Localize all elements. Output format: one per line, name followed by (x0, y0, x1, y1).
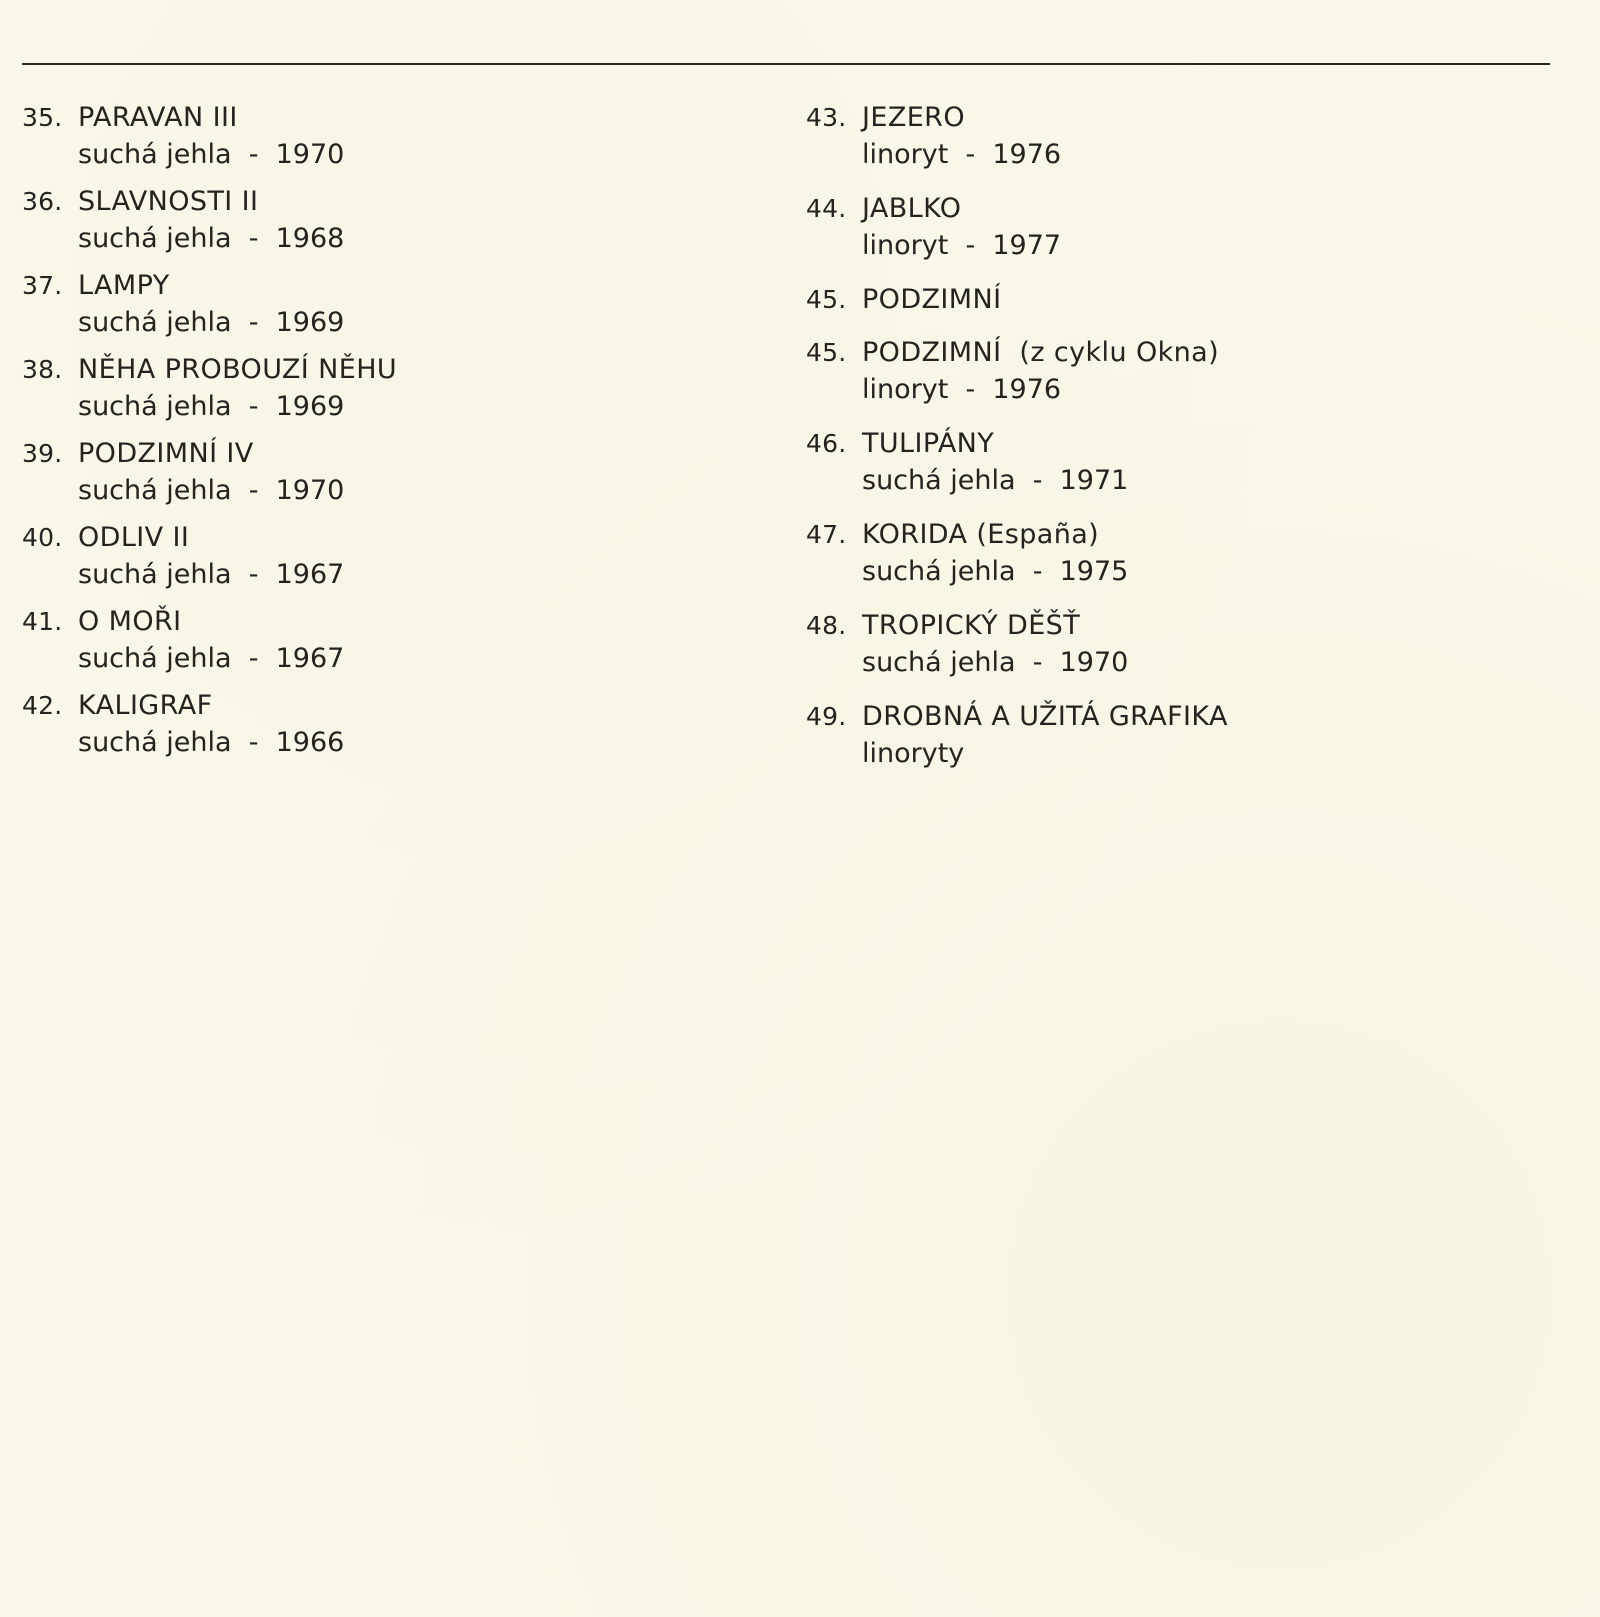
item-detail: linoryt - 1977 (862, 230, 1062, 261)
item-detail: suchá jehla - 1970 (862, 647, 1129, 678)
item-number: 44. (806, 194, 847, 223)
item-title: KALIGRAF (78, 690, 213, 721)
item-detail: suchá jehla - 1969 (78, 307, 345, 338)
list-item (22, 688, 397, 762)
item-title: SLAVNOSTI II (78, 186, 259, 217)
list-item (806, 282, 1228, 318)
list-item (22, 520, 397, 594)
item-number: 41. (22, 607, 63, 636)
item-detail: suchá jehla - 1967 (78, 643, 345, 674)
item-detail: suchá jehla - 1970 (78, 139, 345, 170)
list-item (22, 352, 397, 426)
item-number: 48. (806, 611, 847, 640)
item-title: PODZIMNÍ IV (78, 438, 254, 469)
item-number: 46. (806, 429, 847, 458)
item-number: 35. (22, 103, 63, 132)
item-title: DROBNÁ A UŽITÁ GRAFIKA (862, 701, 1228, 732)
item-title: ODLIV II (78, 522, 190, 553)
list-item (806, 608, 1228, 682)
item-detail: suchá jehla - 1970 (78, 475, 345, 506)
item-number: 38. (22, 355, 63, 384)
item-title: PODZIMNÍ (z cyklu Okna) (862, 337, 1220, 368)
top-rule (22, 63, 1550, 65)
item-detail: suchá jehla - 1971 (862, 465, 1129, 496)
item-title: O MOŘI (78, 606, 182, 637)
item-number: 40. (22, 523, 63, 552)
list-item (22, 268, 397, 342)
list-item (22, 100, 397, 174)
item-number: 39. (22, 439, 63, 468)
list-item (22, 184, 397, 258)
item-title: KORIDA (España) (862, 519, 1100, 550)
item-number: 49. (806, 702, 847, 731)
list-item (806, 335, 1228, 409)
list-item (22, 604, 397, 678)
item-title: NĚHA PROBOUZÍ NĚHU (78, 354, 398, 385)
item-number: 45. (806, 285, 847, 314)
list-item (806, 191, 1228, 265)
item-number: 45. (806, 338, 847, 367)
list-item (806, 699, 1228, 773)
list-item (806, 426, 1228, 500)
item-number: 37. (22, 271, 63, 300)
item-title: PARAVAN III (78, 102, 238, 133)
item-title: PODZIMNÍ (862, 284, 1002, 315)
item-detail: linoryty (862, 738, 965, 769)
item-number: 36. (22, 187, 63, 216)
item-detail: linoryt - 1976 (862, 374, 1062, 405)
item-title: TULIPÁNY (862, 428, 995, 459)
item-title: TROPICKÝ DĚŠŤ (862, 610, 1081, 641)
item-detail: suchá jehla - 1966 (78, 727, 345, 758)
item-title: LAMPY (78, 270, 170, 301)
item-detail: linoryt - 1976 (862, 139, 1062, 170)
left-column-list (22, 100, 397, 772)
item-title: JABLKO (862, 193, 962, 224)
list-item (22, 436, 397, 510)
item-detail: suchá jehla - 1968 (78, 223, 345, 254)
item-number: 42. (22, 691, 63, 720)
item-detail: suchá jehla - 1967 (78, 559, 345, 590)
item-detail: suchá jehla - 1975 (862, 556, 1129, 587)
item-number: 47. (806, 520, 847, 549)
item-number: 43. (806, 103, 847, 132)
right-column-list (806, 100, 1228, 790)
list-item (806, 517, 1228, 591)
item-detail: suchá jehla - 1969 (78, 391, 345, 422)
list-item (806, 100, 1228, 174)
item-title: JEZERO (862, 102, 965, 133)
